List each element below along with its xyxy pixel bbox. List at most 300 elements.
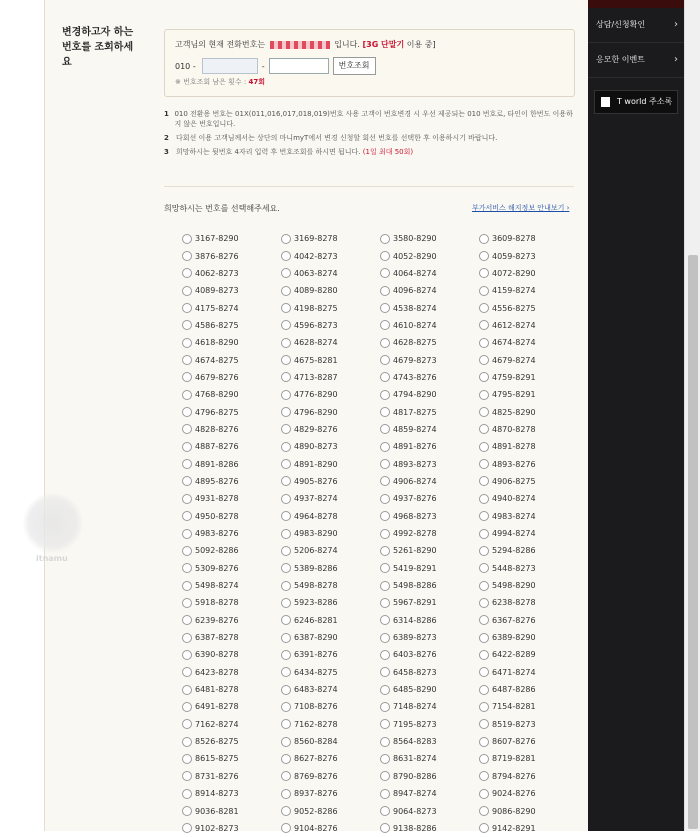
radio-button[interactable] <box>281 268 291 278</box>
number-option[interactable] <box>479 403 578 420</box>
radio-button[interactable] <box>380 823 390 833</box>
number-option[interactable] <box>380 473 479 490</box>
radio-button[interactable] <box>182 806 192 816</box>
number-option[interactable] <box>182 490 281 507</box>
radio-button[interactable] <box>182 268 192 278</box>
radio-button[interactable] <box>281 494 291 504</box>
number-option[interactable] <box>281 750 380 767</box>
number-option[interactable] <box>281 508 380 525</box>
radio-button[interactable] <box>380 754 390 764</box>
radio-button[interactable] <box>182 234 192 244</box>
number-option[interactable] <box>281 438 380 455</box>
radio-button[interactable] <box>281 424 291 434</box>
number-option[interactable] <box>380 664 479 681</box>
number-option[interactable] <box>281 820 380 837</box>
radio-button[interactable] <box>380 424 390 434</box>
radio-button[interactable] <box>479 442 489 452</box>
radio-button[interactable] <box>380 737 390 747</box>
number-option[interactable] <box>281 369 380 386</box>
radio-button[interactable] <box>281 702 291 712</box>
number-option[interactable] <box>281 594 380 611</box>
radio-button[interactable] <box>380 234 390 244</box>
radio-button[interactable] <box>281 685 291 695</box>
radio-button[interactable] <box>380 789 390 799</box>
number-option[interactable] <box>479 247 578 264</box>
number-option[interactable] <box>281 716 380 733</box>
number-option[interactable] <box>479 317 578 334</box>
number-option[interactable] <box>380 698 479 715</box>
number-option[interactable] <box>281 629 380 646</box>
radio-button[interactable] <box>479 719 489 729</box>
number-option[interactable] <box>479 577 578 594</box>
radio-button[interactable] <box>182 286 192 296</box>
number-option[interactable] <box>380 525 479 542</box>
number-option[interactable] <box>479 612 578 629</box>
radio-button[interactable] <box>281 615 291 625</box>
number-option[interactable] <box>479 716 578 733</box>
number-option[interactable] <box>380 612 479 629</box>
radio-button[interactable] <box>479 598 489 608</box>
number-option[interactable] <box>182 282 281 299</box>
number-option[interactable] <box>479 785 578 802</box>
number-option[interactable] <box>182 802 281 819</box>
addon-guide-link[interactable] <box>472 203 569 213</box>
radio-button[interactable] <box>182 685 192 695</box>
number-option[interactable] <box>281 646 380 663</box>
radio-button[interactable] <box>281 251 291 261</box>
radio-button[interactable] <box>479 320 489 330</box>
radio-button[interactable] <box>182 459 192 469</box>
radio-button[interactable] <box>281 286 291 296</box>
sidebar-item-events[interactable] <box>588 43 684 78</box>
radio-button[interactable] <box>380 685 390 695</box>
number-option-label: 6471-8274 <box>492 667 536 677</box>
radio-button[interactable] <box>479 355 489 365</box>
radio-button[interactable] <box>182 598 192 608</box>
number-option[interactable] <box>380 299 479 316</box>
number-option[interactable] <box>182 265 281 282</box>
radio-button[interactable] <box>479 511 489 521</box>
radio-button[interactable] <box>479 459 489 469</box>
radio-button[interactable] <box>182 546 192 556</box>
number-option[interactable] <box>182 455 281 472</box>
number-option[interactable] <box>281 542 380 559</box>
radio-button[interactable] <box>479 737 489 747</box>
number-option[interactable] <box>380 594 479 611</box>
number-option[interactable] <box>182 698 281 715</box>
number-option[interactable] <box>281 560 380 577</box>
radio-button[interactable] <box>182 442 192 452</box>
radio-button[interactable] <box>380 615 390 625</box>
radio-button[interactable] <box>182 511 192 521</box>
radio-button[interactable] <box>479 667 489 677</box>
number-option[interactable] <box>281 230 380 247</box>
radio-button[interactable] <box>281 338 291 348</box>
radio-button[interactable] <box>380 320 390 330</box>
number-option[interactable] <box>479 681 578 698</box>
number-option[interactable] <box>380 490 479 507</box>
number-option[interactable] <box>380 629 479 646</box>
radio-button[interactable] <box>479 268 489 278</box>
number-lookup-box <box>164 29 575 97</box>
radio-button[interactable] <box>182 737 192 747</box>
radio-button[interactable] <box>479 372 489 382</box>
radio-button[interactable] <box>182 355 192 365</box>
radio-button[interactable] <box>182 476 192 486</box>
number-option[interactable] <box>479 525 578 542</box>
number-option[interactable] <box>479 351 578 368</box>
number-option[interactable] <box>380 369 479 386</box>
number-option[interactable] <box>479 334 578 351</box>
number-option[interactable] <box>380 247 479 264</box>
radio-button[interactable] <box>479 494 489 504</box>
radio-button[interactable] <box>182 581 192 591</box>
number-option[interactable] <box>281 351 380 368</box>
number-option[interactable] <box>182 542 281 559</box>
number-option-label: 4586-8275 <box>195 320 239 330</box>
radio-button[interactable] <box>479 685 489 695</box>
number-option[interactable] <box>380 438 479 455</box>
radio-button[interactable] <box>182 407 192 417</box>
number-option[interactable] <box>281 386 380 403</box>
radio-button[interactable] <box>479 424 489 434</box>
radio-button[interactable] <box>479 476 489 486</box>
number-option[interactable] <box>182 334 281 351</box>
radio-button[interactable] <box>281 511 291 521</box>
number-option[interactable] <box>182 438 281 455</box>
vertical-scrollbar[interactable] <box>684 0 700 831</box>
radio-button[interactable] <box>281 789 291 799</box>
radio-button[interactable] <box>182 390 192 400</box>
number-option[interactable] <box>479 733 578 750</box>
number-option[interactable] <box>380 820 479 837</box>
number-option[interactable] <box>479 508 578 525</box>
radio-button[interactable] <box>479 650 489 660</box>
number-option[interactable] <box>281 473 380 490</box>
radio-button[interactable] <box>380 442 390 452</box>
number-option[interactable] <box>380 542 479 559</box>
number-option[interactable] <box>281 698 380 715</box>
radio-button[interactable] <box>281 719 291 729</box>
number-option[interactable] <box>479 299 578 316</box>
number-option[interactable] <box>182 351 281 368</box>
number-option[interactable] <box>479 664 578 681</box>
radio-button[interactable] <box>479 251 489 261</box>
radio-button[interactable] <box>380 355 390 365</box>
number-option[interactable] <box>380 265 479 282</box>
radio-button[interactable] <box>479 234 489 244</box>
number-option[interactable] <box>380 577 479 594</box>
number-option[interactable] <box>281 802 380 819</box>
scrollbar-thumb[interactable] <box>688 255 698 829</box>
sidebar-item-consult[interactable] <box>588 8 684 43</box>
number-option[interactable] <box>380 403 479 420</box>
number-option[interactable] <box>479 802 578 819</box>
radio-button[interactable] <box>380 806 390 816</box>
last-digits-input[interactable] <box>269 58 329 74</box>
radio-button[interactable] <box>281 806 291 816</box>
radio-button[interactable] <box>479 529 489 539</box>
number-option[interactable] <box>182 594 281 611</box>
radio-button[interactable] <box>380 251 390 261</box>
radio-button[interactable] <box>479 407 489 417</box>
tworld-contacts-button[interactable] <box>594 90 678 114</box>
radio-button[interactable] <box>380 338 390 348</box>
radio-button[interactable] <box>479 823 489 833</box>
radio-button[interactable] <box>380 633 390 643</box>
number-option[interactable] <box>380 421 479 438</box>
radio-button[interactable] <box>182 702 192 712</box>
number-option[interactable] <box>182 230 281 247</box>
number-option[interactable] <box>380 508 479 525</box>
radio-button[interactable] <box>182 823 192 833</box>
radio-button[interactable] <box>380 598 390 608</box>
number-option[interactable] <box>281 768 380 785</box>
number-option-label: 6238-8278 <box>492 598 536 608</box>
number-option[interactable] <box>479 750 578 767</box>
radio-button[interactable] <box>182 494 192 504</box>
radio-button[interactable] <box>380 459 390 469</box>
number-option[interactable] <box>182 820 281 837</box>
number-option[interactable] <box>281 785 380 802</box>
number-option[interactable] <box>182 750 281 767</box>
radio-button[interactable] <box>479 754 489 764</box>
number-option[interactable] <box>380 785 479 802</box>
number-option[interactable] <box>479 629 578 646</box>
number-option[interactable] <box>479 455 578 472</box>
radio-button[interactable] <box>281 320 291 330</box>
number-option[interactable] <box>479 490 578 507</box>
number-option-label: 8519-8273 <box>492 719 536 729</box>
radio-button[interactable] <box>182 251 192 261</box>
number-option[interactable] <box>182 421 281 438</box>
radio-button[interactable] <box>479 702 489 712</box>
number-option-label: 6239-8276 <box>195 615 239 625</box>
radio-button[interactable] <box>380 546 390 556</box>
number-option-label: 4891-8286 <box>195 459 239 469</box>
radio-button[interactable] <box>281 633 291 643</box>
number-option[interactable] <box>281 612 380 629</box>
radio-button[interactable] <box>281 823 291 833</box>
radio-button[interactable] <box>281 771 291 781</box>
number-option[interactable] <box>380 750 479 767</box>
number-option[interactable] <box>281 247 380 264</box>
radio-button[interactable] <box>479 303 489 313</box>
radio-button[interactable] <box>380 650 390 660</box>
radio-button[interactable] <box>182 529 192 539</box>
radio-button[interactable] <box>479 563 489 573</box>
number-option[interactable] <box>281 681 380 698</box>
number-option[interactable] <box>380 733 479 750</box>
radio-button[interactable] <box>380 581 390 591</box>
number-option[interactable] <box>281 282 380 299</box>
radio-button[interactable] <box>182 320 192 330</box>
radio-button[interactable] <box>281 407 291 417</box>
number-option[interactable] <box>182 733 281 750</box>
radio-button[interactable] <box>182 633 192 643</box>
radio-button[interactable] <box>479 546 489 556</box>
number-option[interactable] <box>281 421 380 438</box>
radio-button[interactable] <box>182 338 192 348</box>
radio-button[interactable] <box>380 719 390 729</box>
number-option[interactable] <box>380 282 479 299</box>
number-option[interactable] <box>380 802 479 819</box>
number-option[interactable] <box>281 733 380 750</box>
number-option[interactable] <box>479 282 578 299</box>
radio-button[interactable] <box>281 598 291 608</box>
number-option[interactable] <box>182 508 281 525</box>
number-option[interactable] <box>479 542 578 559</box>
radio-button[interactable] <box>479 286 489 296</box>
radio-button[interactable] <box>380 407 390 417</box>
radio-button[interactable] <box>281 234 291 244</box>
radio-button[interactable] <box>380 476 390 486</box>
radio-button[interactable] <box>380 372 390 382</box>
number-option[interactable] <box>281 577 380 594</box>
radio-button[interactable] <box>182 303 192 313</box>
radio-button[interactable] <box>281 529 291 539</box>
radio-button[interactable] <box>182 563 192 573</box>
middle-digits-input[interactable] <box>202 58 258 74</box>
number-option[interactable] <box>182 768 281 785</box>
radio-button[interactable] <box>479 771 489 781</box>
number-option[interactable] <box>479 594 578 611</box>
radio-button[interactable] <box>281 650 291 660</box>
radio-button[interactable] <box>281 390 291 400</box>
number-option[interactable] <box>182 473 281 490</box>
radio-button[interactable] <box>182 771 192 781</box>
number-option[interactable] <box>281 334 380 351</box>
number-option[interactable] <box>182 560 281 577</box>
radio-button[interactable] <box>479 581 489 591</box>
number-option[interactable] <box>281 455 380 472</box>
number-option[interactable] <box>380 716 479 733</box>
radio-button[interactable] <box>281 476 291 486</box>
number-option[interactable] <box>380 386 479 403</box>
number-option[interactable] <box>281 299 380 316</box>
number-option[interactable] <box>182 681 281 698</box>
radio-button[interactable] <box>182 719 192 729</box>
number-option[interactable] <box>479 473 578 490</box>
number-option[interactable] <box>281 525 380 542</box>
number-option[interactable] <box>182 317 281 334</box>
number-option[interactable] <box>479 421 578 438</box>
number-option[interactable] <box>182 247 281 264</box>
radio-button[interactable] <box>182 615 192 625</box>
number-option[interactable] <box>380 768 479 785</box>
radio-button[interactable] <box>281 754 291 764</box>
number-option[interactable] <box>479 820 578 837</box>
number-option[interactable] <box>479 386 578 403</box>
radio-button[interactable] <box>479 633 489 643</box>
radio-button[interactable] <box>281 303 291 313</box>
number-option[interactable] <box>182 403 281 420</box>
number-option-label: 5206-8274 <box>294 546 338 556</box>
number-option[interactable] <box>380 317 479 334</box>
number-option[interactable] <box>281 490 380 507</box>
number-option[interactable] <box>380 455 479 472</box>
radio-button[interactable] <box>380 390 390 400</box>
number-option[interactable] <box>182 716 281 733</box>
radio-button[interactable] <box>182 667 192 677</box>
sidebar-item-label: 응모한 이벤트 <box>596 55 645 64</box>
number-option[interactable] <box>182 785 281 802</box>
radio-button[interactable] <box>380 771 390 781</box>
number-option[interactable] <box>182 369 281 386</box>
number-option[interactable] <box>479 698 578 715</box>
number-option[interactable] <box>380 351 479 368</box>
number-option[interactable] <box>182 646 281 663</box>
radio-button[interactable] <box>380 511 390 521</box>
number-option-label: 8615-8275 <box>195 754 239 764</box>
radio-button[interactable] <box>281 459 291 469</box>
radio-button[interactable] <box>281 442 291 452</box>
radio-button[interactable] <box>380 563 390 573</box>
number-option[interactable] <box>479 369 578 386</box>
radio-button[interactable] <box>281 581 291 591</box>
radio-button[interactable] <box>281 737 291 747</box>
number-option[interactable] <box>281 317 380 334</box>
number-option[interactable] <box>380 560 479 577</box>
radio-button[interactable] <box>281 546 291 556</box>
number-option[interactable] <box>182 525 281 542</box>
radio-button[interactable] <box>281 667 291 677</box>
radio-button[interactable] <box>479 806 489 816</box>
radio-button[interactable] <box>182 754 192 764</box>
radio-button[interactable] <box>281 563 291 573</box>
radio-button[interactable] <box>479 338 489 348</box>
radio-button[interactable] <box>380 702 390 712</box>
radio-button[interactable] <box>380 286 390 296</box>
radio-button[interactable] <box>182 424 192 434</box>
number-option[interactable] <box>182 612 281 629</box>
radio-button[interactable] <box>380 529 390 539</box>
number-option[interactable] <box>479 646 578 663</box>
radio-button[interactable] <box>380 494 390 504</box>
number-option[interactable] <box>182 386 281 403</box>
number-option[interactable] <box>182 577 281 594</box>
radio-button[interactable] <box>281 372 291 382</box>
radio-button[interactable] <box>380 268 390 278</box>
number-option[interactable] <box>479 768 578 785</box>
number-option[interactable] <box>281 664 380 681</box>
radio-button[interactable] <box>182 789 192 799</box>
number-option[interactable] <box>479 438 578 455</box>
number-option-label: 8719-8281 <box>492 754 536 764</box>
number-option[interactable] <box>380 646 479 663</box>
radio-button[interactable] <box>479 789 489 799</box>
radio-button[interactable] <box>281 355 291 365</box>
number-option[interactable] <box>380 681 479 698</box>
radio-button[interactable] <box>380 667 390 677</box>
number-option[interactable] <box>281 403 380 420</box>
number-option[interactable] <box>479 265 578 282</box>
lookup-button[interactable]: 번호조회 <box>333 57 376 75</box>
number-option[interactable] <box>182 664 281 681</box>
radio-button[interactable] <box>479 615 489 625</box>
radio-button[interactable] <box>182 650 192 660</box>
number-option[interactable] <box>479 230 578 247</box>
number-option[interactable] <box>281 265 380 282</box>
radio-button[interactable] <box>479 390 489 400</box>
radio-button[interactable] <box>380 303 390 313</box>
radio-button[interactable] <box>182 372 192 382</box>
number-option[interactable] <box>380 230 479 247</box>
number-option[interactable] <box>380 334 479 351</box>
number-option[interactable] <box>182 299 281 316</box>
number-option[interactable] <box>182 629 281 646</box>
number-option[interactable] <box>479 560 578 577</box>
